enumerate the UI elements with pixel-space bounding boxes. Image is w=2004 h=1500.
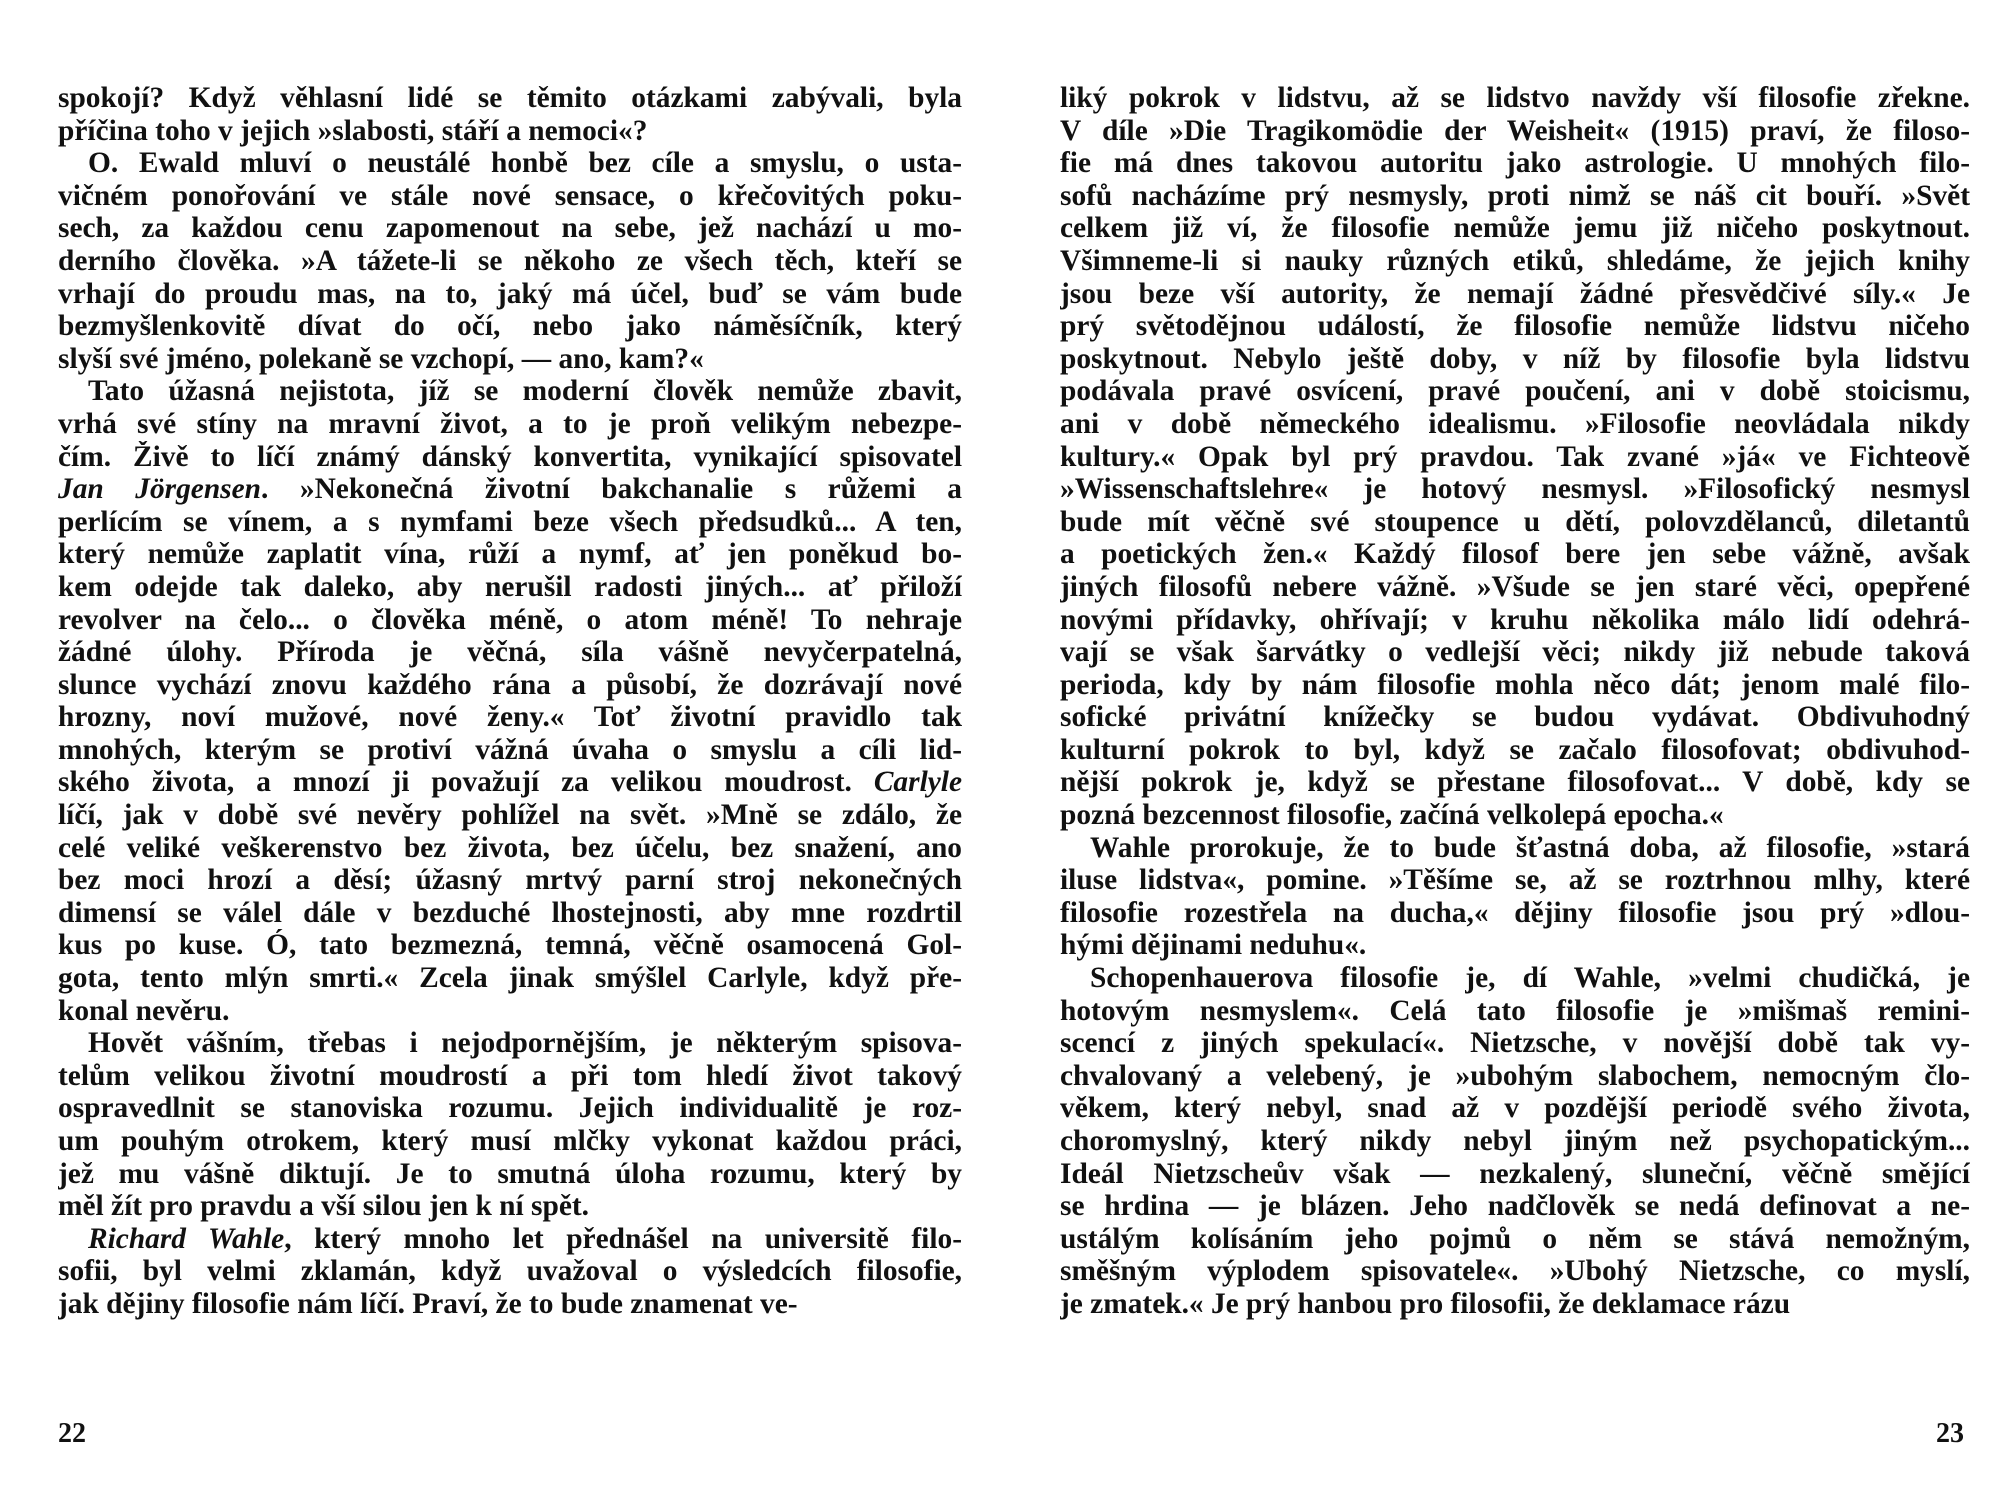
text-line: chvalovaný a velebený, je »ubohým slabochem, nemocným člo- (1060, 1059, 1970, 1092)
text-line: vrhají do proudu mas, na to, jaký má účel, buď se vám bude (58, 277, 962, 310)
text-line: bez moci hrozí a děsí; úžasný mrtvý parní stroj nekonečných (58, 864, 962, 897)
paragraph (58, 147, 962, 375)
text-line: kultury.« Opak byl prý pravdou. Tak zvané »já« ve Fichteově (1060, 440, 1970, 473)
text-line: je zmatek.« Je prý hanbou pro filosofii, že deklamace rázu (1060, 1287, 1791, 1320)
text-line: slunce vychází znovu každého rána a působí, že dozrávají nové (58, 668, 962, 701)
text-line: mnohých, kterým se protiví vážná úvaha o smyslu a cíli lid- (58, 733, 962, 766)
text-line: Jan Jörgensen. »Nekonečná životní bakchanalie s růžemi a (58, 473, 962, 506)
text-line: podávala pravé osvícení, pravé poučení, ani v době stoicismu, (1060, 375, 1970, 408)
text-line: kem odejde tak daleko, aby nerušil radosti jiných... ať přiloží (58, 570, 962, 603)
text-line: Ideál Nietzscheův však — nezkalený, sluneční, věčně smějící (1060, 1157, 1970, 1190)
text-line: věkem, který nebyl, snad až v pozdější periodě svého života, (1060, 1092, 1970, 1125)
text-line: který nemůže zaplatit vína, růží a nymf, ať jen poněkud bo- (58, 538, 962, 571)
text-line: telům velikou životní moudrostí a při tom hledí život takový (58, 1059, 962, 1092)
text-line: měl žít pro pravdu a vší silou jen k ní spět. (58, 1190, 589, 1223)
text-line: čím. Živě to líčí známý dánský konvertita, vynikající spisovatel (58, 440, 962, 473)
text-line: ustálým kolísáním jeho pojmů o něm se stává nemožným, (1060, 1222, 1970, 1255)
text-line: ospravedlnit se stanoviska rozumu. Jejich individualitě je roz- (58, 1092, 962, 1125)
text-line: směšným výplodem spisovatele«. »Ubohý Nietzsche, co myslí, (1060, 1255, 1970, 1288)
text-line: celé veliké veškerenstvo bez života, bez účelu, bez snažení, ano (58, 831, 962, 864)
paragraph (58, 82, 962, 147)
text-line: nější pokrok je, když se přestane filosofovat... V době, kdy se (1060, 766, 1970, 799)
text-line: spokojí? Když věhlasní lidé se těmito otázkami zabývali, byla (58, 82, 962, 114)
text-line: bezmyšlenkovitě dívat do očí, nebo jako náměsíčník, který (58, 310, 962, 343)
text-line: jež mu vášně diktují. Je to smutná úloha rozumu, který by (58, 1157, 962, 1190)
text-line: Schopenhauerova filosofie je, dí Wahle, »velmi chudičká, je (1090, 962, 1970, 995)
right-page-number: 23 (1936, 1418, 1964, 1449)
text-line: prý světodějnou událostí, že filosofie nemůže lidstvu ničeho (1060, 310, 1970, 343)
text-line: pozná bezcennost filosofie, začíná velkolepá epocha.« (1060, 799, 1724, 832)
text-line: žádné úlohy. Příroda je věčná, síla vášně nevyčerpatelná, (58, 636, 962, 669)
text-line: příčina toho v jejich »slabosti, stáří a nemoci«? (58, 114, 648, 147)
right-page-text (1060, 82, 1970, 1321)
text-line: sech, za každou cenu zapomenout na sebe, jež nachází u mo- (58, 212, 962, 245)
text-line: a poetických žen.« Každý filosof bere jen sebe vážně, avšak (1060, 538, 1970, 571)
text-line: Tato úžasná nejistota, jíž se moderní člověk nemůže zbavit, (88, 375, 962, 408)
text-line: »Wissenschaftslehre« je hotový nesmysl. »Filosofický nesmysl (1060, 473, 1970, 506)
text-line: filosofie rozestřela na ducha,« dějiny filosofie jsou prý »dlou- (1060, 896, 1970, 929)
text-line: jak dějiny filosofie nám líčí. Praví, že to bude znamenat ve- (58, 1287, 798, 1320)
text-line: sofické privátní knížečky se budou vydávat. Obdivuhodný (1060, 701, 1970, 734)
paragraph (58, 375, 962, 1027)
text-line: perioda, kdy by nám filosofie mohla něco dát; jenom malé filo- (1060, 668, 1970, 701)
text-line: um pouhým otrokem, který musí mlčky vykonat každou práci, (58, 1125, 962, 1157)
text-line: jiných filosofů nebere vážně. »Všude se jen staré věci, opepřené (1060, 570, 1970, 603)
text-line: choromyslný, který nikdy nebyl jiným než psychopatickým... (1060, 1125, 1970, 1157)
text-line: kulturní pokrok to byl, když se začalo filosofovat; obdivuhod- (1060, 733, 1970, 766)
text-line: jsou beze vší autority, že nemají žádné přesvědčivé síly.« Je (1060, 277, 1970, 310)
paragraph (1060, 832, 1970, 962)
text-line: liký pokrok v lidstvu, až se lidstvo navždy vší filosofie zřekne. (1060, 82, 1970, 114)
text-line: Wahle prorokuje, že to bude šťastná doba, až filosofie, »stará (1090, 831, 1970, 864)
text-line: Richard Wahle, který mnoho let přednášel na universitě filo- (88, 1222, 962, 1255)
text-line: scencí z jiných spekulací«. Nietzsche, v novější době tak vy- (1060, 1027, 1970, 1060)
text-line: V díle »Die Tragikomödie der Weisheit« (1915) praví, že filoso- (1060, 114, 1970, 147)
text-line: novými přídavky, ohřívají; v kruhu několika málo lidí odehrá- (1060, 603, 1970, 636)
text-line: sofii, byl velmi zklamán, když uvažoval o výsledcích filosofie, (58, 1255, 962, 1288)
text-line: líčí, jak v době své nevěry pohlížel na svět. »Mně se zdálo, že (58, 799, 962, 832)
text-line: Hovět vášním, třebas i nejodpornějším, je některým spisova- (88, 1027, 962, 1060)
right-page (1002, 0, 2004, 1500)
text-line: slyší své jméno, polekaně se vzchopí, — ano, kam?« (58, 342, 704, 375)
text-line: ani v době německého idealismu. »Filosofie neovládala nikdy (1060, 407, 1970, 440)
text-line: kus po kuse. Ó, tato bezmezná, temná, věčně osamocená Gol- (58, 929, 962, 962)
left-page-number: 22 (58, 1418, 86, 1449)
text-line: hrozny, noví mužové, nové ženy.« Toť životní pravidlo tak (58, 701, 962, 734)
text-line: ského života, a mnozí ji považují za velikou moudrost. Carlyle (58, 766, 962, 799)
left-page-text (58, 82, 962, 1321)
text-line: celkem již ví, že filosofie nemůže jemu již ničeho poskytnout. (1060, 212, 1970, 245)
text-line: sofů nacházíme prý nesmysly, proti nimž se náš cit bouří. »Svět (1060, 179, 1970, 212)
text-line: gota, tento mlýn smrti.« Zcela jinak smýšlel Carlyle, když pře- (58, 962, 962, 995)
text-line: konal nevěru. (58, 994, 230, 1027)
text-line: O. Ewald mluví o neustálé honbě bez cíle a smyslu, o usta- (88, 147, 962, 180)
text-line: poskytnout. Nebylo ještě doby, v níž by filosofie byla lidstvu (1060, 342, 1970, 375)
text-line: hotovým nesmyslem«. Celá tato filosofie je »mišmaš remini- (1060, 994, 1970, 1027)
text-line: vají se však šarvátky o vedlejší věci; nikdy již nebude taková (1060, 636, 1970, 669)
text-line: hými dějinami neduhu«. (1060, 929, 1367, 962)
text-line: dimensí se válel dále v bezduché lhostejnosti, aby mne rozdrtil (58, 896, 962, 929)
text-line: bude mít věčně své stoupence u dětí, polovzdělanců, diletantů (1060, 505, 1970, 538)
text-line: perlícím se vínem, a s nymfami beze všech předsudků... A ten, (58, 505, 962, 538)
paragraph (1060, 962, 1970, 1321)
text-line: fie má dnes takovou autoritu jako astrologie. U mnohých filo- (1060, 147, 1970, 180)
text-line: derního člověka. »A tážete-li se někoho ze všech těch, kteří se (58, 244, 962, 277)
paragraph (1060, 82, 1970, 832)
paragraph (58, 1223, 962, 1321)
text-line: se hrdina — je blázen. Jeho nadčlověk se nedá definovat a ne- (1060, 1190, 1970, 1223)
text-line: iluse lidstva«, pomine. »Těšíme se, až se roztrhnou mlhy, které (1060, 864, 1970, 897)
paragraph (58, 1027, 962, 1223)
text-line: vrhá své stíny na mravní život, a to je proň velikým nebezpe- (58, 407, 962, 440)
text-line: Všimneme-li si nauky různých etiků, shledáme, že jejich knihy (1060, 244, 1970, 277)
text-line: revolver na čelo... o člověka méně, o atom méně! To nehraje (58, 603, 962, 636)
text-line: vičném ponořování ve stále nové sensace, o křečovitých poku- (58, 179, 962, 212)
